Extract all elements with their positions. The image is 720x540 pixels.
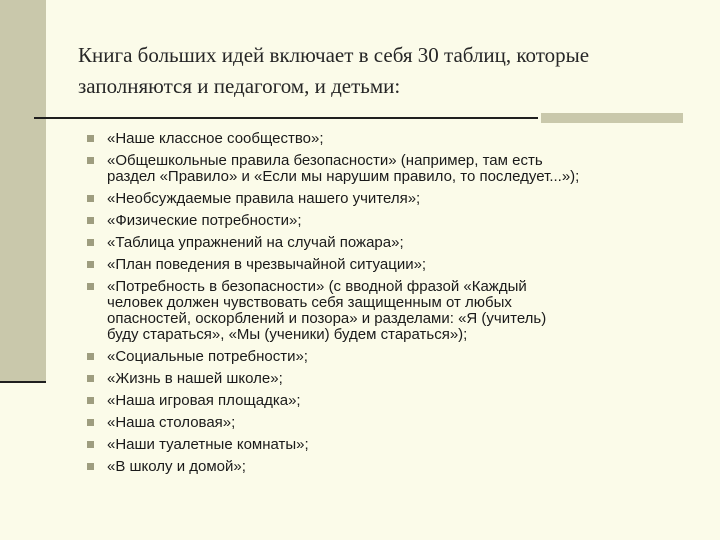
list-item-text: «Социальные потребности»; bbox=[107, 348, 308, 365]
list-item bbox=[87, 393, 697, 409]
list-item-text: «План поведения в чрезвычайной ситуации»; bbox=[107, 256, 427, 273]
list-item-text: «Наша столовая»; bbox=[107, 414, 236, 431]
list-item-text: «Физические потребности»; bbox=[107, 212, 302, 229]
list-item-text: «Наша игровая площадка»; bbox=[107, 392, 301, 409]
square-bullet-icon bbox=[87, 375, 94, 382]
list-item-text: буду стараться», «Мы (ученики) будем стараться»); bbox=[107, 326, 468, 343]
square-bullet-icon bbox=[87, 239, 94, 246]
square-bullet-icon bbox=[87, 135, 94, 142]
list-item-text: раздел «Правило» и «Если мы нарушим правило, то последует...»); bbox=[107, 168, 580, 185]
square-bullet-icon bbox=[87, 441, 94, 448]
slide-title bbox=[78, 40, 698, 102]
title-line-2: заполняются и педагогом, и детьми: bbox=[78, 74, 401, 98]
list-item bbox=[87, 191, 697, 207]
list-item bbox=[87, 459, 697, 475]
list-item bbox=[87, 257, 697, 273]
list-item-text: «В школу и домой»; bbox=[107, 458, 246, 475]
divider-accent-block bbox=[541, 113, 683, 123]
title-line-1: Книга больших идей включает в себя 30 таблиц, которые bbox=[78, 43, 590, 67]
title-divider bbox=[34, 117, 538, 119]
list-item-text: человек должен чувствовать себя защищенным от любых bbox=[107, 294, 512, 311]
list-item-text: «Наши туалетные комнаты»; bbox=[107, 436, 309, 453]
square-bullet-icon bbox=[87, 217, 94, 224]
square-bullet-icon bbox=[87, 353, 94, 360]
list-item bbox=[87, 153, 697, 185]
square-bullet-icon bbox=[87, 397, 94, 404]
list-item bbox=[87, 415, 697, 431]
square-bullet-icon bbox=[87, 283, 94, 290]
list-item-text: «Потребность в безопасности» (с вводной фразой «Каждый bbox=[107, 278, 527, 295]
square-bullet-icon bbox=[87, 261, 94, 268]
list-item bbox=[87, 279, 697, 343]
list-item bbox=[87, 437, 697, 453]
list-item-text: «Необсуждаемые правила нашего учителя»; bbox=[107, 190, 421, 207]
list-item-text: «Общешкольные правила безопасности» (например, там есть bbox=[107, 152, 543, 169]
left-bar-underline bbox=[0, 381, 46, 383]
list-item-text: «Таблица упражнений на случай пожара»; bbox=[107, 234, 404, 251]
list-item bbox=[87, 235, 697, 251]
square-bullet-icon bbox=[87, 195, 94, 202]
bullet-list bbox=[87, 131, 697, 481]
list-item-text: «Жизнь в нашей школе»; bbox=[107, 370, 283, 387]
square-bullet-icon bbox=[87, 419, 94, 426]
list-item bbox=[87, 213, 697, 229]
square-bullet-icon bbox=[87, 157, 94, 164]
list-item bbox=[87, 131, 697, 147]
list-item-text: «Наше классное сообщество»; bbox=[107, 130, 324, 147]
list-item bbox=[87, 371, 697, 387]
list-item-text: опасностей, оскорблений и позора» и разделами: «Я (учитель) bbox=[107, 310, 547, 327]
list-item bbox=[87, 349, 697, 365]
left-decorative-bar bbox=[0, 0, 46, 383]
square-bullet-icon bbox=[87, 463, 94, 470]
